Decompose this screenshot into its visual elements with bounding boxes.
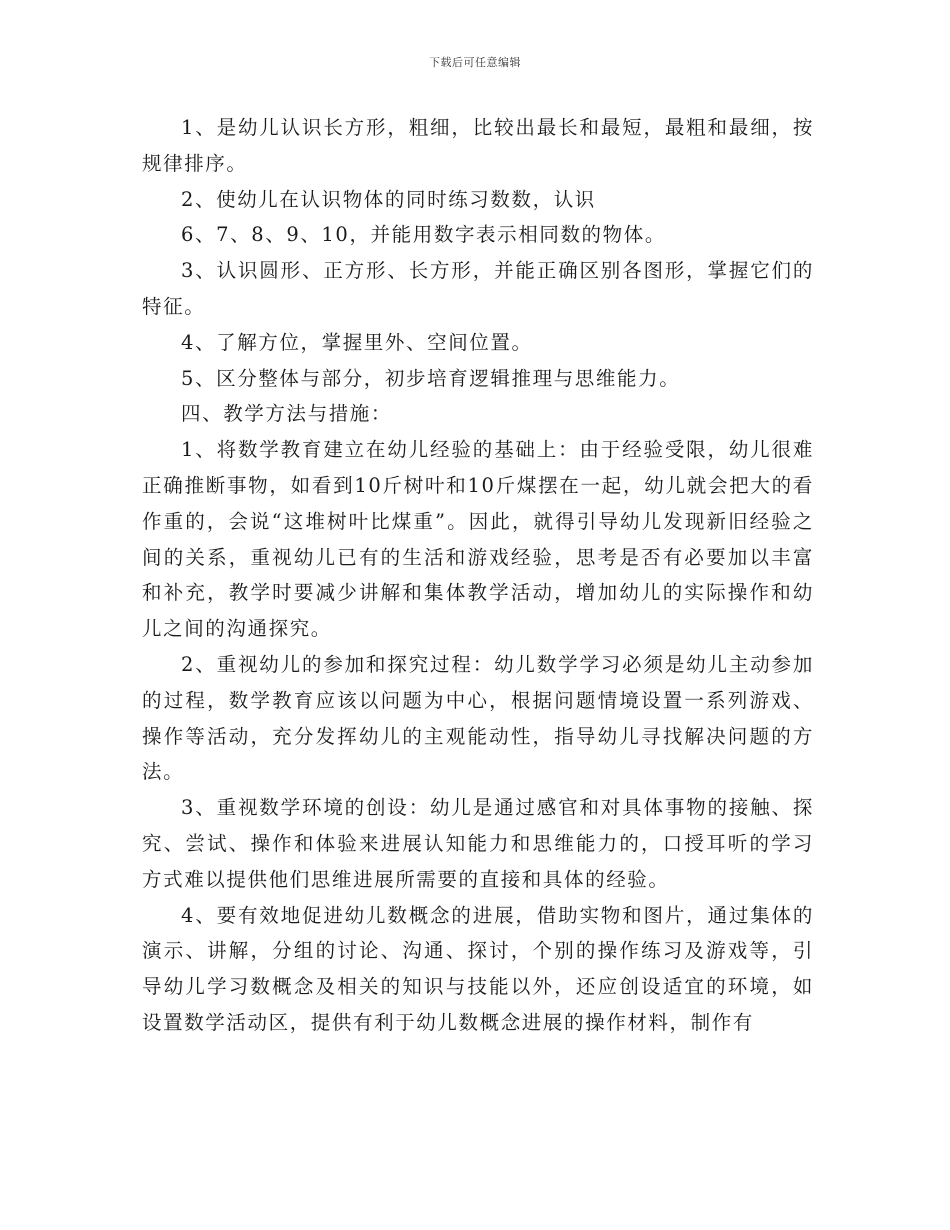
page-header: 下载后可任意编辑 [429, 56, 521, 69]
paragraph-goal-4: 4、了解方位，掌握里外、空间位置。 [181, 330, 533, 354]
paragraph-goal-2-continued: 6、7、8、9、10，并能用数字表示相同数的物体。 [181, 223, 666, 247]
section-heading-methods: 四、教学方法与措施： [181, 402, 393, 426]
paragraph-goal-1: 1、是幼儿认识长方形，粗细，比较出最长和最短，最粗和最细，按规律排序。 [142, 116, 814, 175]
paragraph-method-4: 4、要有效地促进幼儿数概念的进展，借助实物和图片，通过集体的演示、讲解，分组的讨论、沟通、探讨，个别的操作练习及游戏等，引导幼儿学习数概念及相关的知识与技能以外，还应创设适宜的环境，如设置数学活动区，提供有利于幼儿数概念进展的操作材料，制作有 [142, 903, 814, 1034]
paragraph-goal-5: 5、区分整体与部分，初步培育逻辑推理与思维能力。 [181, 366, 681, 390]
paragraph-goal-3: 3、认识圆形、正方形、长方形，并能正确区别各图形，掌握它们的特征。 [142, 259, 814, 318]
document-body [142, 110, 814, 1041]
paragraph-method-1: 1、将数学教育建立在幼儿经验的基础上：由于经验受限，幼儿很难正确推断事物，如看到10斤树叶和10斤煤摆在一起，幼儿就会把大的看作重的，会说“这堆树叶比煤重”。因此，就得引导幼儿发现新旧经验之间的关系，重视幼儿已有的生活和游戏经验，思考是否有必要加以丰富和补充，教学时要减少讲解和集体教学活动，增加幼儿的实际操作和幼儿之间的沟通探究。 [142, 438, 814, 641]
paragraph-method-2: 2、重视幼儿的参加和探究过程：幼儿数学学习必须是幼儿主动参加的过程，数学教育应该以问题为中心，根据问题情境设置一系列游戏、操作等活动，充分发挥幼儿的主观能动性，指导幼儿寻找解决问题的方法。 [142, 652, 814, 784]
paragraph-method-3: 3、重视数学环境的创设：幼儿是通过感官和对具体事物的接触、探究、尝试、操作和体验来进展认知能力和思维能力的，口授耳听的学习方式难以提供他们思维进展所需要的直接和具体的经验。 [142, 796, 814, 891]
paragraph-goal-2: 2、使幼儿在认识物体的同时练习数数，认识 [181, 187, 596, 211]
